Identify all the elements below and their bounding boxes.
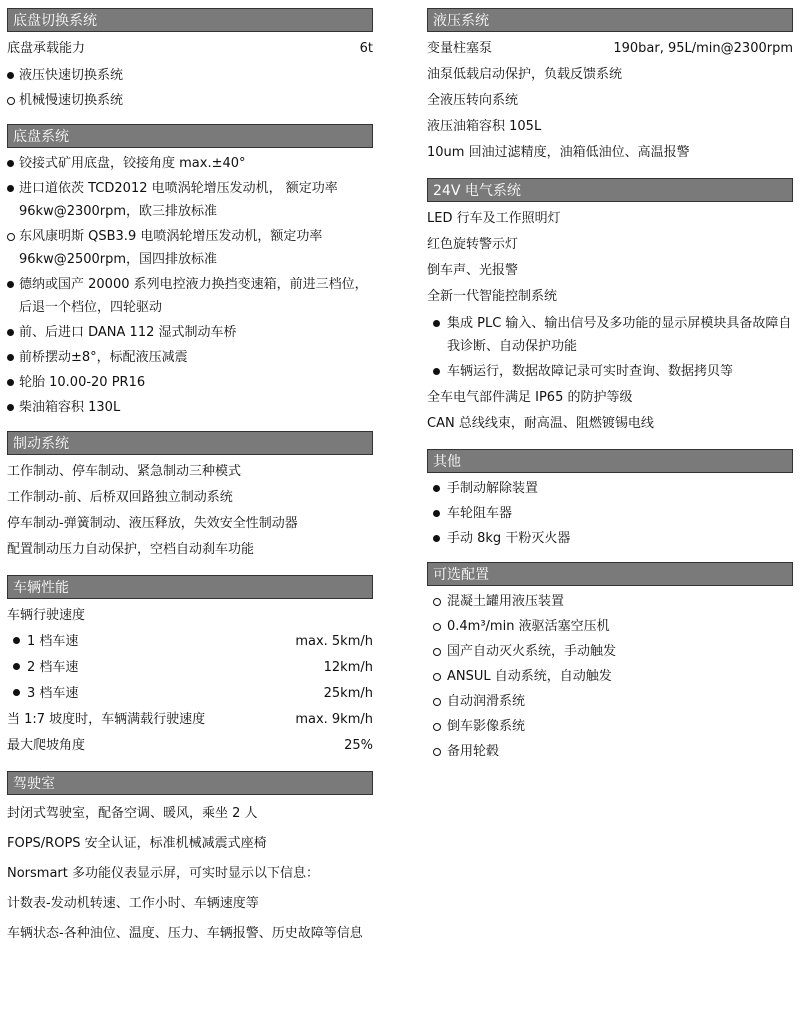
list-item: 德纳或国产 20000 系列电控液力换挡变速箱，前进三档位，后退一个档位，四轮驱动	[7, 273, 373, 319]
left-column	[7, 8, 373, 961]
list-item: 液压快速切换系统	[7, 64, 373, 87]
filled-bullet-icon	[433, 368, 440, 375]
spec-row: 当 1:7 坡度时，车辆满载行驶速度 max. 9km/h	[7, 712, 373, 727]
filled-bullet-icon	[7, 329, 14, 336]
list-item: 车轮阻车器	[427, 502, 793, 525]
list-item: 机械慢速切换系统	[7, 89, 373, 112]
list-item: 手动 8kg 干粉灭火器	[427, 527, 793, 550]
text-line: 计数表-发动机转速、工作小时、车辆速度等	[7, 896, 259, 911]
hollow-bullet-icon	[433, 648, 441, 656]
cab-section	[7, 771, 373, 949]
list-item: 车辆运行，数据故障记录可实时查询、数据拷贝等	[427, 360, 793, 383]
hollow-bullet-icon	[433, 623, 441, 631]
electrical-section	[427, 178, 793, 437]
text-line: 全新一代智能控制系统	[427, 289, 558, 304]
filled-bullet-icon	[7, 281, 14, 288]
filled-bullet-icon	[13, 637, 20, 644]
filled-bullet-icon	[7, 404, 14, 411]
text-line: 红色旋转警示灯	[427, 237, 519, 252]
list-item: 备用轮毂	[427, 740, 793, 763]
text-line: 车辆行驶速度	[7, 608, 86, 623]
list-item: ANSUL 自动系统，自动触发	[427, 665, 793, 688]
list-item: 混凝土罐用液压装置	[427, 590, 793, 613]
right-column	[427, 8, 793, 775]
filled-bullet-icon	[433, 535, 440, 542]
hollow-bullet-icon	[7, 233, 15, 241]
hollow-bullet-icon	[7, 97, 15, 105]
hollow-bullet-icon	[433, 748, 441, 756]
list-item: 0.4m³/min 液驱活塞空压机	[427, 615, 793, 638]
chassis-section	[7, 124, 373, 419]
filled-bullet-icon	[7, 72, 14, 79]
spec-row	[7, 36, 373, 62]
filled-bullet-icon	[433, 320, 440, 327]
section-header: 制动系统	[7, 431, 373, 455]
text-line: Norsmart 多功能仪表显示屏，可实时显示以下信息：	[7, 866, 320, 881]
text-line: 配置制动压力自动保护，空档自动刹车功能	[7, 542, 255, 557]
spec-row: 最大爬坡角度 25%	[7, 738, 373, 753]
brake-section	[7, 431, 373, 563]
filled-bullet-icon	[433, 510, 440, 517]
filled-bullet-icon	[7, 185, 14, 192]
text-line: 10um 回油过滤精度，油箱低油位、高温报警	[427, 145, 690, 160]
hollow-bullet-icon	[433, 673, 441, 681]
section-header: 底盘系统	[7, 124, 373, 148]
list-item: 轮胎 10.00-20 PR16	[7, 371, 373, 394]
text-line: 液压油箱容积 105L	[427, 119, 542, 134]
filled-bullet-icon	[7, 354, 14, 361]
text-line: 工作制动-前、后桥双回路独立制动系统	[7, 490, 233, 505]
filled-bullet-icon	[13, 663, 20, 670]
list-item: 倒车影像系统	[427, 715, 793, 738]
list-item: 柴油箱容积 130L	[7, 396, 373, 419]
spec-row: 变量柱塞泵 190bar, 95L/min@2300rpm	[427, 41, 793, 56]
list-item: 国产自动灭火系统，手动触发	[427, 640, 793, 663]
section-header: 驾驶室	[7, 771, 373, 795]
hollow-bullet-icon	[433, 598, 441, 606]
list-item: 进口道依茨 TCD2012 电喷涡轮增压发动机， 额定功率 96kw@2300rpm，欧三排放标准	[7, 177, 373, 223]
list-item: 前、后进口 DANA 112 湿式制动车桥	[7, 321, 373, 344]
list-item: 手制动解除装置	[427, 477, 793, 500]
section-header: 24V 电气系统	[427, 178, 793, 202]
section-header: 可选配置	[427, 562, 793, 586]
text-line: LED 行车及工作照明灯	[427, 211, 561, 226]
text-line: 油泵低载启动保护，负载反馈系统	[427, 67, 623, 82]
other-section	[427, 449, 793, 550]
section-header: 底盘切换系统	[7, 8, 373, 32]
hollow-bullet-icon	[433, 723, 441, 731]
gear-row: 3 档车速 25km/h	[7, 681, 373, 707]
filled-bullet-icon	[7, 379, 14, 386]
filled-bullet-icon	[433, 485, 440, 492]
text-line: CAN 总线线束，耐高温、阻燃镀锡电线	[427, 416, 654, 431]
filled-bullet-icon	[7, 160, 14, 167]
text-line: 全液压转向系统	[427, 93, 519, 108]
list-item: 前桥摆动±8°，标配液压减震	[7, 346, 373, 369]
gear-row: 2 档车速 12km/h	[7, 655, 373, 681]
text-line: 全车电气部件满足 IP65 的防护等级	[427, 390, 633, 405]
chassis-switch-section	[7, 8, 373, 112]
text-line: 工作制动、停车制动、紧急制动三种模式	[7, 464, 242, 479]
hydraulic-section	[427, 8, 793, 166]
section-header: 液压系统	[427, 8, 793, 32]
spec-value: 6t	[359, 41, 373, 56]
spec-label: 底盘承载能力	[7, 41, 86, 56]
text-line: 封闭式驾驶室，配备空调、暖风，乘坐 2 人	[7, 806, 258, 821]
list-item: 东风康明斯 QSB3.9 电喷涡轮增压发动机，额定功率 96kw@2500rpm，国四排放标准	[7, 225, 373, 271]
list-item: 集成 PLC 输入、输出信号及多功能的显示屏模块具备故障自我诊断、自动保护功能	[427, 312, 793, 358]
list-item: 铰接式矿用底盘，铰接角度 max.±40°	[7, 152, 373, 175]
performance-section	[7, 575, 373, 759]
hollow-bullet-icon	[433, 698, 441, 706]
section-header: 车辆性能	[7, 575, 373, 599]
text-line: FOPS/ROPS 安全认证，标准机械减震式座椅	[7, 836, 267, 851]
optional-section	[427, 562, 793, 763]
gear-row: 1 档车速 max. 5km/h	[7, 629, 373, 655]
text-line: 倒车声、光报警	[427, 263, 519, 278]
filled-bullet-icon	[13, 689, 20, 696]
list-item: 自动润滑系统	[427, 690, 793, 713]
text-line: 车辆状态-各种油位、温度、压力、车辆报警、历史故障等信息	[7, 926, 363, 941]
section-header: 其他	[427, 449, 793, 473]
text-line: 停车制动-弹簧制动、液压释放，失效安全性制动器	[7, 516, 298, 531]
